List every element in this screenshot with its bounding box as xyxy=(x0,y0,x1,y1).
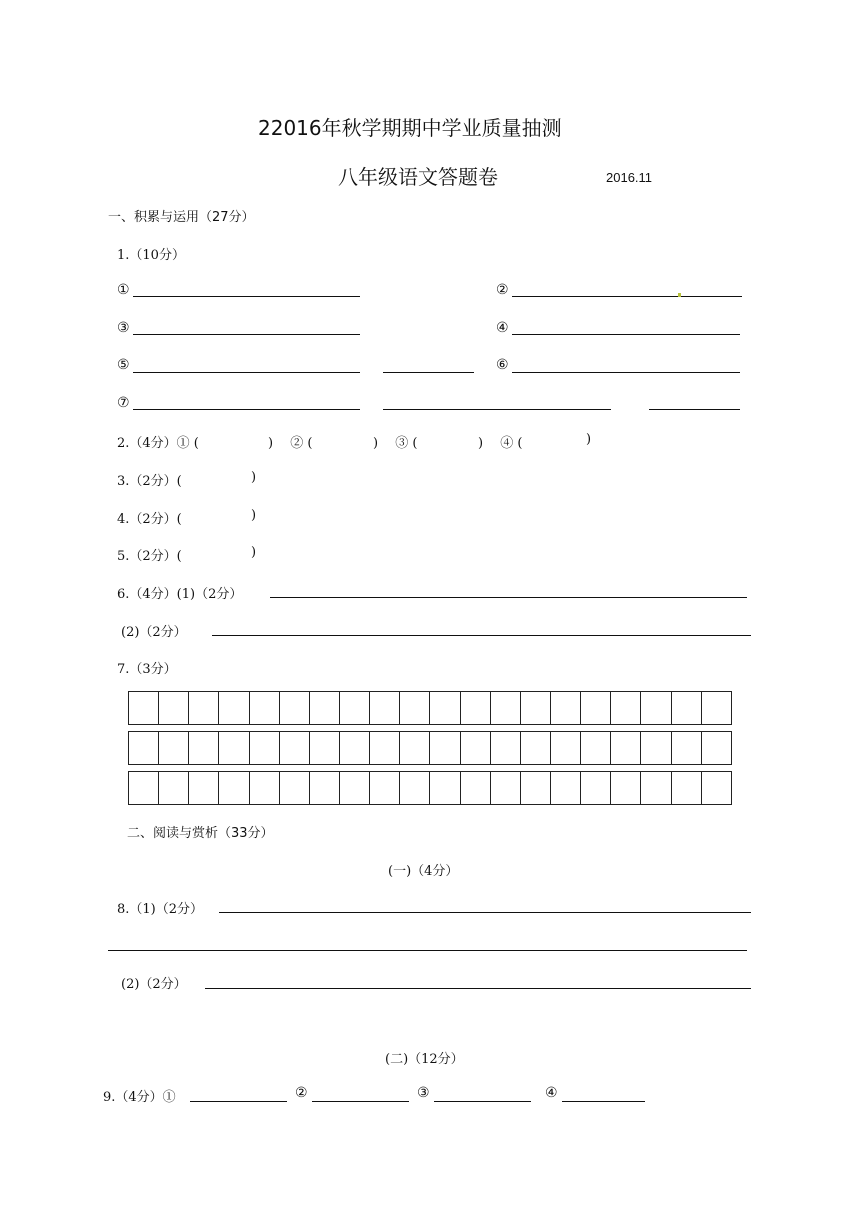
writing-grid-cell[interactable] xyxy=(460,772,490,805)
writing-grid-cell[interactable] xyxy=(701,772,731,805)
writing-grid-cell[interactable] xyxy=(581,772,611,805)
writing-grid-cell[interactable] xyxy=(339,692,369,725)
answer-line-4[interactable] xyxy=(512,334,740,335)
question-4-close: ) xyxy=(251,508,257,523)
question-2-blank-3[interactable]: ) ③ ( xyxy=(373,436,418,451)
writing-grid-cell[interactable] xyxy=(671,732,701,765)
writing-grid-cell[interactable] xyxy=(189,692,219,725)
question-9-line-1[interactable] xyxy=(190,1101,287,1102)
blank-marker-5: ⑤ xyxy=(117,357,130,373)
writing-grid-cell[interactable] xyxy=(641,732,671,765)
writing-grid-cell[interactable] xyxy=(339,732,369,765)
writing-grid-cell[interactable] xyxy=(189,732,219,765)
answer-line-5[interactable] xyxy=(133,372,360,373)
writing-grid-cell[interactable] xyxy=(370,772,400,805)
question-9-line-3[interactable] xyxy=(434,1101,531,1102)
writing-grid-cell[interactable] xyxy=(219,772,249,805)
question-4-label: 4.（2分）( xyxy=(117,512,182,527)
question-9-label: 9.（4分）① xyxy=(103,1090,176,1105)
answer-line-3[interactable] xyxy=(133,334,360,335)
writing-grid-cell[interactable] xyxy=(641,692,671,725)
question-3-label: 3.（2分）( xyxy=(117,474,182,489)
writing-grid-cell[interactable] xyxy=(370,692,400,725)
part-1-heading: (一)（4分） xyxy=(388,864,459,879)
writing-grid-cell[interactable] xyxy=(641,772,671,805)
blank-marker-7: ⑦ xyxy=(117,395,130,411)
question-8-line-2[interactable] xyxy=(108,950,747,951)
answer-line-1[interactable] xyxy=(133,296,360,297)
writing-grid-cell[interactable] xyxy=(339,772,369,805)
question-6-line-1[interactable] xyxy=(270,597,747,598)
writing-grid-cell[interactable] xyxy=(249,732,279,765)
answer-line-5b[interactable] xyxy=(383,372,474,373)
writing-grid-cell[interactable] xyxy=(400,732,430,765)
writing-grid-cell[interactable] xyxy=(279,772,309,805)
answer-line-2[interactable] xyxy=(512,296,742,297)
writing-grid-cell[interactable] xyxy=(581,692,611,725)
answer-line-7b[interactable] xyxy=(383,409,611,410)
question-9-marker-2: ② xyxy=(295,1085,308,1101)
writing-grid-row xyxy=(128,771,732,805)
question-2-close: ) xyxy=(586,432,592,447)
question-6-sub2-label: (2)（2分） xyxy=(121,625,187,640)
writing-grid-cell[interactable] xyxy=(671,692,701,725)
question-6-label: 6.（4分）(1)（2分） xyxy=(117,587,243,602)
writing-grid-cell[interactable] xyxy=(249,772,279,805)
writing-grid-cell[interactable] xyxy=(159,732,189,765)
question-9-marker-4: ④ xyxy=(545,1085,558,1101)
writing-grid-cell[interactable] xyxy=(490,732,520,765)
writing-grid-cell[interactable] xyxy=(701,692,731,725)
writing-grid-cell[interactable] xyxy=(219,692,249,725)
writing-grid-row xyxy=(128,731,732,765)
writing-grid-cell[interactable] xyxy=(279,732,309,765)
writing-grid-row xyxy=(128,691,732,725)
writing-grid-cell[interactable] xyxy=(611,732,641,765)
writing-grid-cell[interactable] xyxy=(520,732,550,765)
question-2-blank-4[interactable]: ) ④ ( xyxy=(478,436,523,451)
writing-grid-cell[interactable] xyxy=(701,732,731,765)
question-8-line-1[interactable] xyxy=(219,912,751,913)
writing-grid-cell[interactable] xyxy=(490,692,520,725)
question-2-label: 2.（4分）① ( xyxy=(117,436,199,451)
writing-grid-cell[interactable] xyxy=(520,772,550,805)
question-1-label: 1.（10分） xyxy=(117,248,185,263)
question-9-line-2[interactable] xyxy=(312,1101,409,1102)
writing-grid-cell[interactable] xyxy=(490,772,520,805)
answer-line-7c[interactable] xyxy=(649,409,740,410)
writing-grid-cell[interactable] xyxy=(249,692,279,725)
writing-grid-cell[interactable] xyxy=(430,692,460,725)
writing-grid-cell[interactable] xyxy=(460,732,490,765)
answer-line-6[interactable] xyxy=(512,372,740,373)
section-heading-accumulation: 一、积累与运用（27分） xyxy=(108,210,255,225)
blank-marker-6: ⑥ xyxy=(496,357,509,373)
writing-grid-cell[interactable] xyxy=(370,732,400,765)
writing-grid-cell[interactable] xyxy=(520,692,550,725)
exam-date: 2016.11 xyxy=(606,170,653,185)
writing-grid-cell[interactable] xyxy=(309,692,339,725)
writing-grid-cell[interactable] xyxy=(550,732,580,765)
writing-grid-cell[interactable] xyxy=(671,772,701,805)
writing-grid-cell[interactable] xyxy=(430,732,460,765)
section-heading-reading: 二、阅读与赏析（33分） xyxy=(127,826,274,841)
question-5-label: 5.（2分）( xyxy=(117,549,182,564)
writing-grid-cell[interactable] xyxy=(129,692,159,725)
question-9-line-4[interactable] xyxy=(562,1101,645,1102)
question-8-sub2-label: (2)（2分） xyxy=(121,977,187,992)
question-9-marker-3: ③ xyxy=(417,1085,430,1101)
blank-marker-3: ③ xyxy=(117,320,130,336)
writing-grid-cell[interactable] xyxy=(430,772,460,805)
writing-grid-cell[interactable] xyxy=(581,732,611,765)
page-subtitle: 八年级语文答题卷 xyxy=(338,165,498,189)
writing-grid-cell[interactable] xyxy=(309,732,339,765)
question-8-line-3[interactable] xyxy=(205,988,751,989)
blank-marker-2: ② xyxy=(496,282,509,298)
writing-grid-cell[interactable] xyxy=(159,772,189,805)
writing-grid-cell[interactable] xyxy=(400,692,430,725)
question-6-line-2[interactable] xyxy=(212,635,751,636)
writing-grid-cell[interactable] xyxy=(279,692,309,725)
question-3-close: ) xyxy=(251,470,257,485)
writing-grid-cell[interactable] xyxy=(129,772,159,805)
page-title: 22016年秋学期期中学业质量抽测 xyxy=(258,116,562,140)
answer-line-7[interactable] xyxy=(133,409,360,410)
question-5-close: ) xyxy=(251,545,257,560)
writing-grid-cell[interactable] xyxy=(550,772,580,805)
writing-grid-cell[interactable] xyxy=(189,772,219,805)
writing-grid-cell[interactable] xyxy=(219,732,249,765)
ink-speck xyxy=(678,293,681,297)
question-2-blank-2[interactable]: ) ② ( xyxy=(268,436,313,451)
writing-grid-cell[interactable] xyxy=(611,772,641,805)
question-7-label: 7.（3分） xyxy=(117,662,177,677)
writing-grid-cell[interactable] xyxy=(611,692,641,725)
writing-grid-cell[interactable] xyxy=(159,692,189,725)
part-2-heading: (二)（12分） xyxy=(385,1052,464,1067)
writing-grid-cell[interactable] xyxy=(460,692,490,725)
question-8-label: 8.（1)（2分） xyxy=(117,902,204,917)
writing-grid-cell[interactable] xyxy=(129,732,159,765)
writing-grid-cell[interactable] xyxy=(550,692,580,725)
writing-grid-cell[interactable] xyxy=(400,772,430,805)
blank-marker-1: ① xyxy=(117,282,130,298)
writing-grid-cell[interactable] xyxy=(309,772,339,805)
blank-marker-4: ④ xyxy=(496,320,509,336)
